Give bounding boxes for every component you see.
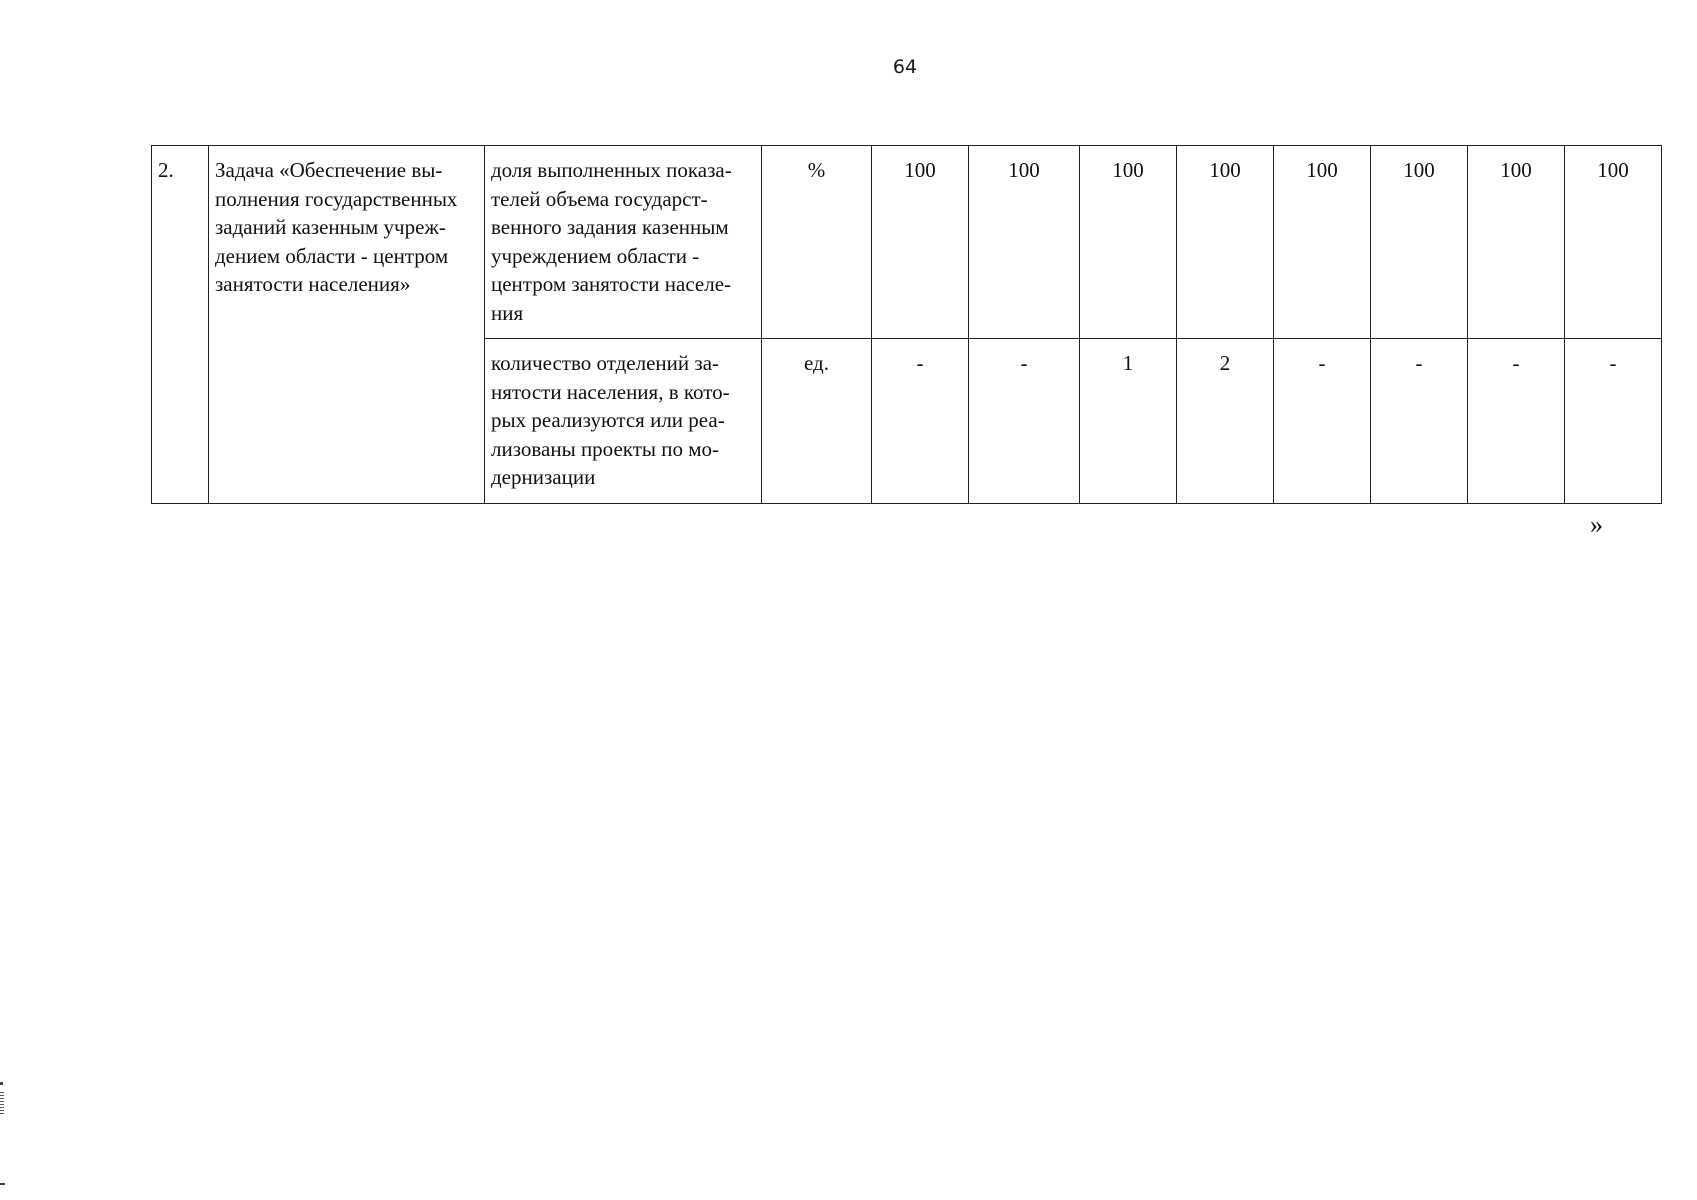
value-cell: 100 xyxy=(1468,146,1565,339)
closing-quote: » xyxy=(1590,510,1603,539)
indicator-name-cell: доля выполненных показа- телей объема государст- венного задания казенным учреждением области - центром занятости населе- ния xyxy=(485,146,762,339)
value-cell: 1 xyxy=(1080,339,1177,504)
scan-artifact xyxy=(0,1092,4,1116)
indicators-table xyxy=(151,145,1662,504)
value-cell: 100 xyxy=(1177,146,1274,339)
value-cell: - xyxy=(1468,339,1565,504)
value-cell: - xyxy=(1565,339,1662,504)
value-cell: - xyxy=(969,339,1080,504)
indicator-name-cell: количество отделений за- нятости населения, в кото- рых реализуются или реа- лизованы проекты по мо- дернизации xyxy=(485,339,762,504)
unit-cell: ед. xyxy=(762,339,872,504)
scan-artifact xyxy=(0,1183,5,1185)
value-cell: 100 xyxy=(1274,146,1371,339)
value-cell: 2 xyxy=(1177,339,1274,504)
task-cell: Задача «Обеспечение вы- полнения государственных заданий казенным учреж- дением области - центром занятости населения» xyxy=(209,146,485,504)
value-cell: - xyxy=(1371,339,1468,504)
value-cell: - xyxy=(1274,339,1371,504)
value-cell: 100 xyxy=(1080,146,1177,339)
value-cell: 100 xyxy=(872,146,969,339)
unit-cell: % xyxy=(762,146,872,339)
page-number: 64 xyxy=(892,56,918,78)
table-row xyxy=(152,146,1662,339)
scan-artifact xyxy=(0,1082,3,1085)
value-cell: 100 xyxy=(1565,146,1662,339)
value-cell: 100 xyxy=(969,146,1080,339)
value-cell: 100 xyxy=(1371,146,1468,339)
row-number-cell: 2. xyxy=(152,146,209,504)
value-cell: - xyxy=(872,339,969,504)
